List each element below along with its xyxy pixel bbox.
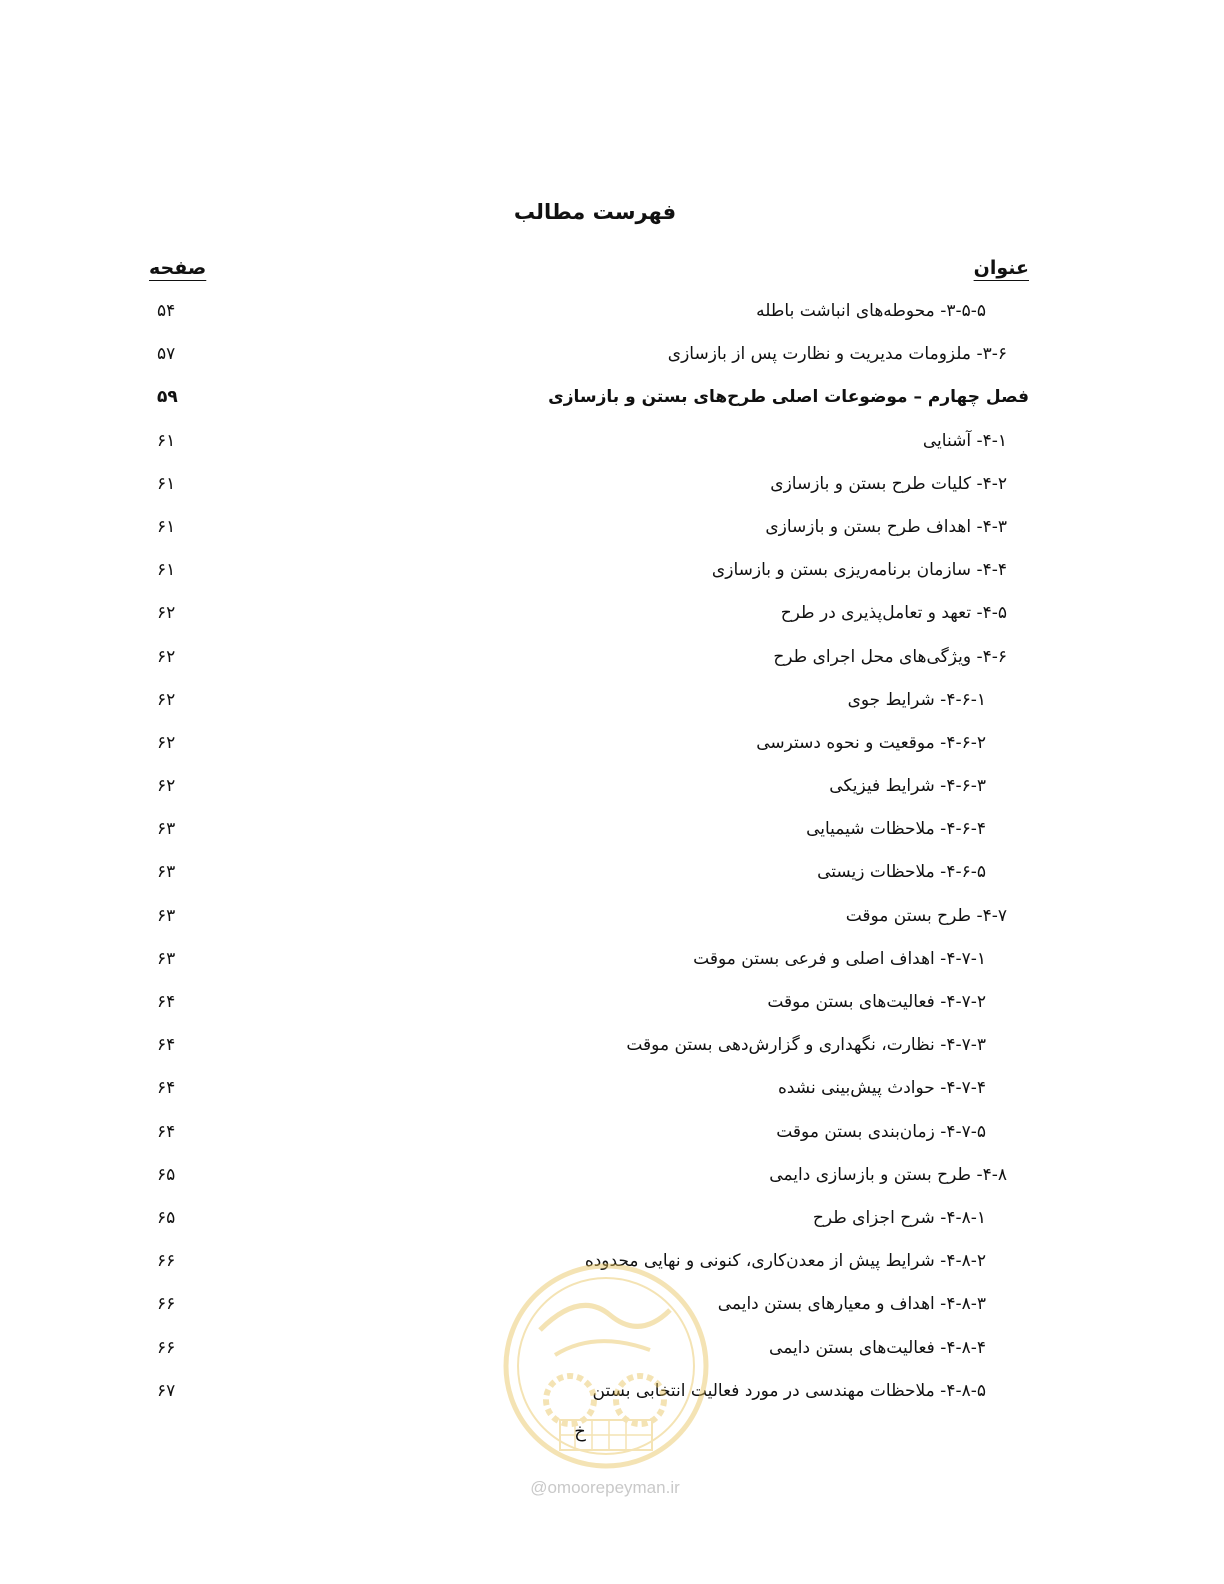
toc-entry-page: ۶۴ [157,992,176,1012]
toc-row[interactable] [0,981,1224,1024]
toc-row[interactable] [0,1327,1224,1370]
toc-entry-page: ۶۲ [157,776,176,797]
toc-row[interactable] [0,1197,1224,1240]
toc-row[interactable] [0,1370,1224,1413]
toc-entry-title: ۳-۵-۵- محوطه‌های انباشت باطله [756,301,986,321]
toc-entry-page: ۶۳ [157,819,176,840]
toc-entry-page: ۶۱ [157,473,176,494]
toc-row[interactable] [0,765,1224,808]
toc-entry-page: ۶۲ [157,603,176,624]
toc-row[interactable] [0,1024,1224,1067]
toc-row[interactable] [0,938,1224,981]
toc-entry-title: ۴-۲- کلیات طرح بستن و بازسازی [770,473,1007,494]
toc-entry-title: ۴-۸-۲- شرایط پیش از معدن‌کاری، کنونی و نهایی محدوده [584,1251,986,1272]
toc-entry-page: ۶۶ [157,1251,176,1272]
toc-row[interactable] [0,1067,1224,1110]
toc-entry-page: ۶۳ [157,948,176,969]
toc-entry-page: ۵۷ [157,344,176,365]
page-title: فهرست مطالب [513,200,677,224]
toc-entry-title: ۴-۶-۱- شرایط جوی [847,689,986,710]
toc-row[interactable] [0,722,1224,765]
toc-entry-title: ۴-۶-۲- موقعیت و نحوه دسترسی [756,732,986,753]
toc-entry-page: ۶۴ [157,1035,176,1056]
toc-row[interactable] [0,679,1224,722]
column-header-page: صفحه [149,257,207,279]
toc-entry-page: ۶۵ [157,1164,176,1185]
toc-entry-title: ۴-۸-۱- شرح اجزای طرح [812,1207,986,1228]
toc-row[interactable] [0,420,1224,463]
toc-entry-title: ۴-۶-۴- ملاحظات شیمیایی [806,819,986,840]
toc-row[interactable] [0,1154,1224,1197]
toc-entry-page: ۶۱ [157,516,176,537]
toc-entry-page: ۵۴ [157,301,176,321]
toc-entry-title: ۴-۴- سازمان برنامه‌ریزی بستن و بازسازی [711,560,1007,581]
toc-entry-title: ۴-۷-۴- حوادث پیش‌بینی نشده [777,1078,986,1099]
toc-entry-page: ۶۴ [157,1078,176,1099]
toc-row[interactable] [0,463,1224,506]
toc-entry-page: ۵۹ [157,387,178,408]
toc-entry-title: ۳-۶- ملزومات مدیریت و نظارت پس از بازسازی [667,344,1007,365]
toc-entry-title: ۴-۷-۱- اهداف اصلی و فرعی بستن موقت [693,948,986,969]
toc-entry-title: فصل چهارم – موضوعات اصلی طرح‌های بستن و بازسازی [548,387,1029,408]
toc-entry-page: ۶۲ [157,689,176,710]
watermark-url: @omoorepeyman.ir [530,1478,680,1497]
toc-entry-title: ۴-۱- آشنایی [922,430,1007,451]
toc-row[interactable] [0,290,1224,333]
toc-entry-page: ۶۲ [157,646,176,667]
toc-row[interactable] [0,1111,1224,1154]
toc-entry-title: ۴-۷- طرح بستن موقت [845,905,1007,926]
toc-row[interactable] [0,506,1224,549]
toc-entry-title: ۴-۶-۵- ملاحظات زیستی [817,862,986,883]
page-number-letter: خ [574,1421,586,1442]
toc-entry-title: ۴-۶-۳- شرایط فیزیکی [829,776,986,797]
toc-entry-title: ۴-۸-۳- اهداف و معیارهای بستن دایمی [717,1294,986,1315]
toc-entry-title: ۴-۷-۵- زمان‌بندی بستن موقت [776,1121,986,1142]
toc-entry-title: ۴-۸-۴- فعالیت‌های بستن دایمی [769,1337,986,1358]
toc-entry-page: ۶۵ [157,1207,176,1228]
toc-row[interactable] [0,1240,1224,1283]
column-header-title: عنوان [973,257,1029,279]
toc-entry-title: ۴-۳- اهداف طرح بستن و بازسازی [765,516,1007,537]
toc-entry-title: ۴-۷-۲- فعالیت‌های بستن موقت [767,992,986,1012]
toc-entry-title: ۴-۸- طرح بستن و بازسازی دایمی [769,1164,1007,1185]
toc-entry-title: ۴-۸-۵- ملاحظات مهندسی در مورد فعالیت انتخابی بستن [592,1380,986,1401]
toc-chapter-row[interactable] [0,376,1224,419]
toc-entry-page: ۶۶ [157,1294,176,1315]
toc-entry-page: ۶۷ [157,1380,176,1401]
table-of-contents [0,290,1224,1413]
toc-entry-page: ۶۱ [157,430,176,451]
toc-entry-title: ۴-۶- ویژگی‌های محل اجرای طرح [773,646,1007,667]
toc-entry-title: ۴-۷-۳- نظارت، نگهداری و گزارش‌دهی بستن موقت [626,1035,986,1056]
toc-entry-title: ۴-۵- تعهد و تعامل‌پذیری در طرح [780,603,1007,624]
toc-row[interactable] [0,851,1224,894]
toc-row[interactable] [0,333,1224,376]
toc-entry-page: ۶۴ [157,1121,176,1142]
toc-entry-page: ۶۱ [157,560,176,581]
toc-row[interactable] [0,895,1224,938]
toc-row[interactable] [0,549,1224,592]
toc-row[interactable] [0,592,1224,635]
toc-entry-page: ۶۲ [157,732,176,753]
toc-row[interactable] [0,636,1224,679]
toc-entry-page: ۶۳ [157,862,176,883]
toc-row[interactable] [0,808,1224,851]
toc-entry-page: ۶۶ [157,1337,176,1358]
toc-entry-page: ۶۳ [157,905,176,926]
toc-row[interactable] [0,1283,1224,1326]
